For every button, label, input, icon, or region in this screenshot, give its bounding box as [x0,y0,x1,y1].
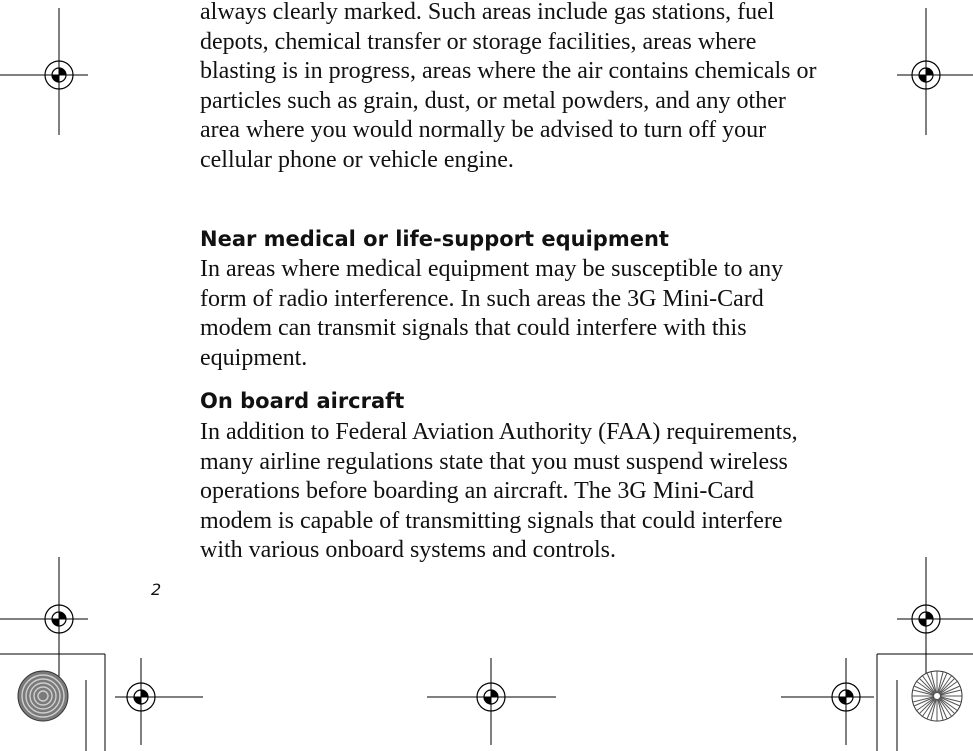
color-target-icon [18,671,68,721]
registration-mark-icon [0,557,88,680]
registration-mark-icon [781,658,874,745]
registration-mark-icon [427,658,556,745]
star-target-icon [912,671,962,721]
heading-medical-equipment: Near medical or life-support equipment [200,227,669,251]
registration-mark-icon [897,8,973,135]
registration-mark-icon [0,8,88,135]
crop-marks-icon [0,654,105,751]
paragraph-on-board-aircraft: In addition to Federal Aviation Authority (FAA) requirements, many airline regulations state that you must suspend wireless operations before boarding an aircraft. The 3G Mini-Card modem is capable of transmitting signals that could interfere with various onboard systems and controls. [200,419,798,563]
crop-marks-icon [877,654,973,751]
heading-on-board-aircraft: On board aircraft [200,389,405,413]
paragraph-hazardous-areas: always clearly marked. Such areas include gas stations, fuel depots, chemical transfer or storage facilities, areas where blasting is in progress, areas where the air contains chemicals or particles such as grain, dust, or metal powders, and any other area where you would normally be advised to turn off your cellular phone or vehicle engine. [200,0,817,173]
paragraph-medical-equipment: In areas where medical equipment may be susceptible to any form of radio interference. In such areas the 3G Mini-Card modem can transmit signals that could interfere with this equipment. [200,256,784,371]
page-number: 2 [151,580,162,599]
registration-mark-icon [897,557,973,680]
registration-mark-icon [115,658,203,745]
